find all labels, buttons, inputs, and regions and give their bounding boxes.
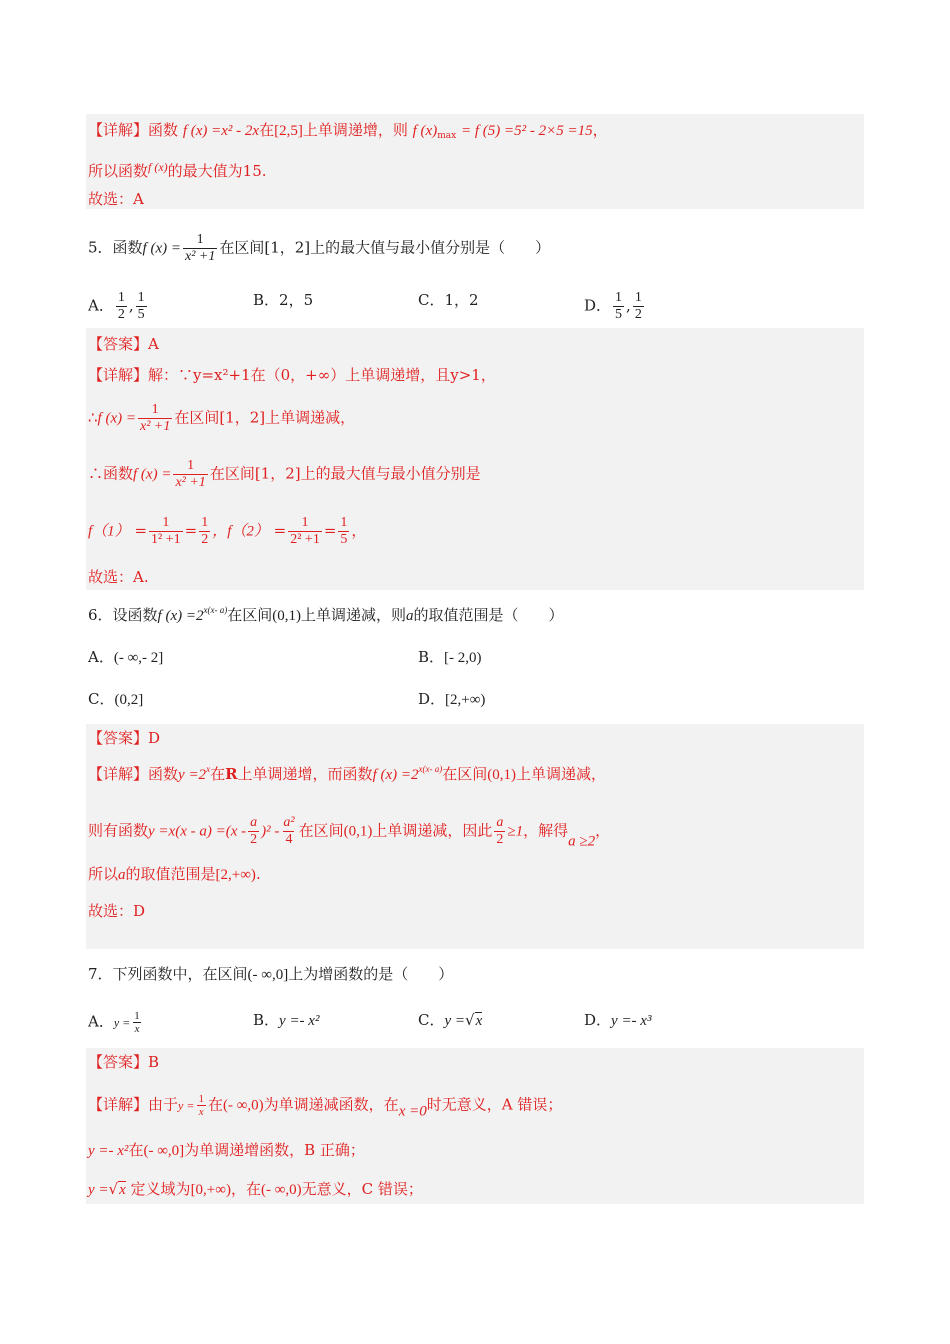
detail-line: 所以a的取值范围是[2,+∞). xyxy=(88,865,261,883)
question-5-option-a: A． $\frac{1}{2}$ , $\frac{1}{5}$ xyxy=(88,290,145,322)
question-7-option-a: A．y = $\frac{1}{x}$ xyxy=(88,1010,140,1035)
question-5-option-d: D． $\frac{1}{5}$ , $\frac{1}{2}$ xyxy=(584,290,642,322)
question-6-option-a: A．(- ∞,- 2] xyxy=(88,648,164,666)
answer-choice-line: 故选：A. xyxy=(88,568,149,586)
question-7-stem: 7．下列函数中，在区间(- ∞,0]上为增函数的是（ ） xyxy=(88,965,454,983)
question-6-option-c: C．(0,2] xyxy=(88,690,144,708)
detail-line: 【详解】函数$y =2^x$在R上单调递增，而函数f $(x) =2^{x(x- a)}$在区间(0,1)上单调递减， xyxy=(88,764,607,783)
detail-line: 所以函数$^{f (x)}$的最大值为15. xyxy=(88,160,267,180)
answer-line: 【答案】D xyxy=(88,729,161,747)
answer-line: 【答案】A xyxy=(88,335,159,353)
detail-line: 【详解】解：∵y=x²+1在（0，+∞）上单调递增，且y>1， xyxy=(88,366,496,384)
detail-line: 则有函数y =x(x - a) =(x - $\frac{a}{2}$ )² - $\frac{\text{a²}}{4}$ 在区间(0,1)上单调递减，因此 $\frac{a}{2}$ ≥1，解得a ≥2， xyxy=(88,815,611,850)
question-6-option-d: D．[2,+∞) xyxy=(418,690,486,708)
question-7-option-b: B．y =- x² xyxy=(253,1011,320,1029)
answer-choice-line: 故选：D xyxy=(88,902,146,920)
question-5-option-c: C．1，2 xyxy=(418,291,479,309)
answer-line: 【答案】B xyxy=(88,1053,160,1071)
detail-line: 【详解】函数 f (x) =x² - 2x在[2,5]上单调递增，则 f $(x)_{max} = f$ (5) =5² - 2×5 =15， xyxy=(88,121,608,141)
detail-line: y =√x 定义域为[0,+∞)，在(- ∞,0)无意义，C 错误； xyxy=(88,1180,423,1198)
detail-line: y =- x²在(- ∞,0]为单调递增函数，B 正确； xyxy=(88,1141,365,1159)
question-7-option-c: C．y =√x xyxy=(418,1011,483,1029)
question-6-option-b: B．[- 2,0) xyxy=(418,648,482,666)
question-7-option-d: D．y =- x³ xyxy=(584,1011,652,1029)
question-6-stem: 6．设函数f $(x) =2^{x(x- a)}$在区间(0,1)上单调递减，则a的取值范围是（ ） xyxy=(88,605,564,624)
question-5-stem: 5．函数f (x) = $\frac{1}{\text{x² +1}}$ 在区间[1，2]上的最大值与最小值分别是（ ） xyxy=(88,232,551,264)
detail-line: ∴f (x) = $\frac{1}{\text{x² +1}}$ 在区间[1，2]上单调递减， xyxy=(88,402,356,434)
answer-choice-line: 故选：A xyxy=(88,190,144,208)
detail-line: f（1） = $\frac{1}{\text{1² +1}}$ = $\frac{1}{2}$ ，f（2） = $\frac{1}{\text{2² +1}}$ = $\frac{1}{5}$ ， xyxy=(88,515,367,547)
detail-line: 【详解】由于y = $\frac{1}{x}$ 在(- ∞,0)为单调递减函数，在x =0时无意义，A 错误； xyxy=(88,1093,563,1120)
detail-line: ∴函数f (x) = $\frac{1}{\text{x² +1}}$ 在区间[1，2]上的最大值与最小值分别是 xyxy=(88,458,481,490)
question-5-option-b: B．2，5 xyxy=(253,291,314,309)
